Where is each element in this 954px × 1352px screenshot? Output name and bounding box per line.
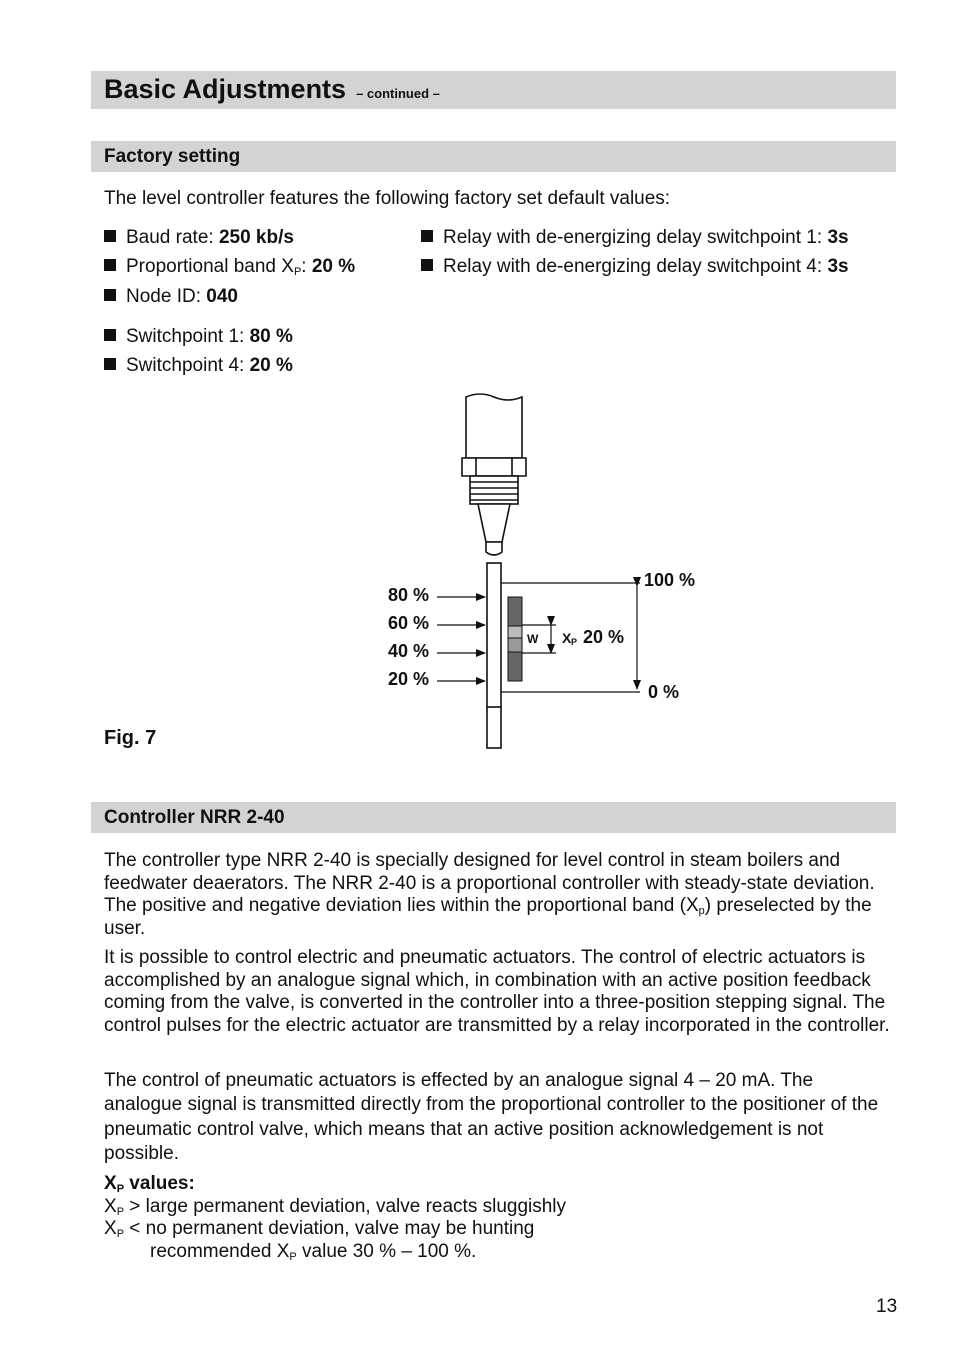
xp-recommended: recommended $X_P$ value 30 % – 100 %.: [150, 1241, 477, 1263]
controller-paragraph-2: It is possible to control electric and pneumatic actuators. The control of electric actuators is accomplished by an analogue signal which, in combination with an active position feedback coming from the valve, is converted in the controller into a three-position stepping signal. The control pulses for the electric actuator are transmitted by a relay incorporated in the controller.: [104, 947, 890, 1037]
probe-electrode-icon: [462, 394, 526, 748]
top-level-label: 100 %: [644, 570, 696, 590]
level-label-40: 40 %: [388, 641, 430, 661]
level-label-20: 20 %: [388, 669, 430, 689]
xp-value-label: 20 %: [583, 627, 625, 647]
xp-values-heading: $X_P$ values:: [104, 1173, 195, 1195]
bullet-baud-rate: Baud rate: 250 kb/s: [104, 226, 294, 249]
bullet-switchpoint-1: Switchpoint 1: 80 %: [104, 325, 293, 348]
bullet-proportional-band: Proportional band $X_P$: 20 %: [104, 255, 355, 278]
controller-paragraph-3: The control of pneumatic actuators is effected by an analogue signal 4 – 20 mA. The analogue signal is transmitted directly from the proportional controller to the positioner of the pneumatic control valve, which means that an active position acknowledgement is not possible.: [104, 1070, 879, 1164]
controller-paragraph-1: The controller type NRR 2-40 is specially designed for level control in steam boilers and feedwater deaerators. The NRR 2-40 is a proportional controller with steady-state deviation. The positive and negative deviation lies within the proportional band $(X_p)$ preselected by the user.: [104, 850, 875, 940]
continued-note: – continued –: [356, 86, 440, 101]
switching-band: [508, 597, 522, 681]
xp-label: X: [562, 630, 572, 646]
figure-label: Fig. 7: [104, 727, 157, 749]
level-label-60: 60 %: [388, 613, 430, 633]
controller-heading: Controller NRR 2-40: [104, 807, 285, 828]
factory-intro: The level controller features the following factory set default values:: [104, 188, 671, 209]
bullet-relay-switchpoint-4: Relay with de-energizing delay switchpoint 4: 3s: [421, 255, 849, 278]
xp-line-large: $X_P$ > large permanent deviation, valve reacts sluggishly: [104, 1196, 567, 1218]
level-label-80: 80 %: [388, 585, 430, 605]
bottom-level-label: 0 %: [648, 682, 680, 702]
page-title: Basic Adjustments – continued –: [104, 74, 440, 104]
bullet-relay-switchpoint-1: Relay with de-energizing delay switchpoint 1: 3s: [421, 226, 849, 249]
xp-subscript: P: [571, 637, 578, 647]
page-number: 13: [876, 1296, 898, 1317]
xp-line-small: $X_P$ < no permanent deviation, valve may be hunting: [104, 1218, 535, 1240]
setpoint-w-label: W: [527, 632, 539, 646]
controller-heading-bar: [91, 802, 896, 833]
bullet-switchpoint-4: Switchpoint 4: 20 %: [104, 354, 293, 377]
factory-setting-heading: Factory setting: [104, 146, 241, 167]
bullet-node-id: Node ID: 040: [104, 285, 238, 308]
